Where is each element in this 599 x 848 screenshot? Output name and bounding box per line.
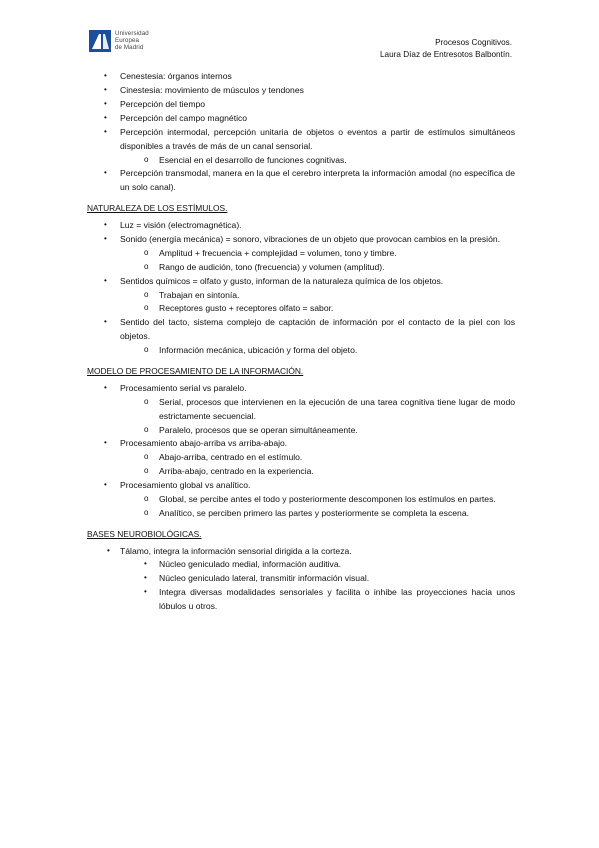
bullet-icon: • bbox=[104, 126, 107, 136]
bullet-icon: • bbox=[104, 480, 107, 490]
bullet-icon: • bbox=[107, 545, 110, 555]
list-item-text: Sonido (energía mecánica) = sonoro, vibraciones de un objeto que provocan cambios en la presión. bbox=[120, 233, 501, 244]
document-body bbox=[87, 70, 515, 614]
bullet-list bbox=[87, 219, 515, 358]
list-item-text: Rango de audición, tono (frecuencia) y volumen (amplitud). bbox=[159, 261, 385, 272]
list-item bbox=[87, 572, 515, 586]
list-item-text: Arriba-abajo, centrado en la experiencia. bbox=[159, 466, 314, 477]
section-heading: MODELO DE PROCESAMIENTO DE LA INFORMACIÓN. bbox=[87, 366, 304, 377]
list-item bbox=[87, 465, 515, 479]
bullet-icon: • bbox=[104, 275, 107, 285]
bullet-icon: • bbox=[104, 168, 107, 178]
list-item bbox=[87, 112, 515, 126]
bullet-list bbox=[87, 382, 515, 521]
list-item-text: Trabajan en sintonía. bbox=[159, 289, 240, 300]
logo-line: de Madrid bbox=[115, 44, 144, 52]
list-item-text: Procesamiento global vs analítico. bbox=[120, 480, 251, 491]
list-item-text: Núcleo geniculado lateral, transmitir información visual. bbox=[159, 573, 370, 584]
bullet-icon: • bbox=[104, 317, 107, 327]
bullet-icon: • bbox=[144, 587, 147, 597]
list-item bbox=[87, 289, 515, 303]
bullet-icon: • bbox=[104, 98, 107, 108]
list-item-text: Percepción del tiempo bbox=[120, 98, 206, 109]
logo-line: Europea bbox=[115, 37, 140, 45]
bullet-icon: • bbox=[104, 233, 107, 243]
bullet-icon: • bbox=[104, 71, 107, 80]
logo-line: Universidad bbox=[115, 30, 149, 37]
sub-bullet-icon: o bbox=[144, 396, 149, 406]
document-title: Procesos Cognitivos. bbox=[435, 38, 512, 47]
list-item bbox=[87, 316, 515, 344]
list-item-text: Amplitud + frecuencia + complejidad = volumen, tono y timbre. bbox=[159, 247, 397, 258]
page-header bbox=[380, 37, 512, 61]
list-item bbox=[87, 275, 515, 289]
list-item bbox=[87, 70, 515, 84]
list-item bbox=[87, 586, 515, 614]
list-item-text: Percepción transmodal, manera en la que el cerebro interpreta la información amodal (no específica de un solo canal). bbox=[120, 168, 515, 193]
list-item-text: Sentidos químicos = olfato y gusto, informan de la naturaleza química de los objetos. bbox=[120, 275, 444, 286]
list-item-text: Receptores gusto + receptores olfato = sabor. bbox=[159, 303, 334, 314]
list-item-text: Tálamo, integra la información sensorial dirigida a la corteza. bbox=[120, 545, 352, 556]
bullet-list bbox=[87, 545, 515, 615]
list-item bbox=[87, 545, 515, 559]
list-item bbox=[87, 219, 515, 233]
bullet-icon: • bbox=[104, 112, 107, 122]
list-item-text: Percepción intermodal, percepción unitaria de objetos o eventos a partir de estímulos simultáneos disponibles a través de más de un canal sensorial. bbox=[120, 126, 515, 151]
list-item bbox=[87, 261, 515, 275]
sub-bullet-icon: o bbox=[144, 261, 149, 271]
logo-text bbox=[115, 30, 149, 52]
list-item-text: Esencial en el desarrollo de funciones cognitivas. bbox=[159, 154, 347, 165]
list-item bbox=[87, 302, 515, 316]
list-item bbox=[87, 233, 515, 247]
list-item-text: Analítico, se perciben primero las partes y posteriormente se completa la escena. bbox=[159, 508, 470, 519]
list-item bbox=[87, 344, 515, 358]
list-item bbox=[87, 154, 515, 168]
list-item bbox=[87, 479, 515, 493]
bullet-icon: • bbox=[104, 219, 107, 229]
list-item bbox=[87, 247, 515, 261]
list-item-text: Paralelo, procesos que se operan simultáneamente. bbox=[159, 424, 358, 435]
bullet-icon: • bbox=[144, 559, 147, 569]
list-item bbox=[87, 507, 515, 521]
list-item bbox=[87, 451, 515, 465]
sub-bullet-icon: o bbox=[144, 466, 149, 476]
bullet-icon: • bbox=[144, 573, 147, 583]
bullet-list bbox=[87, 70, 515, 195]
list-item-text: Núcleo geniculado medial, información auditiva. bbox=[159, 559, 342, 570]
list-item bbox=[87, 424, 515, 438]
bullet-icon: • bbox=[104, 438, 107, 448]
document-author: Laura Díaz de Entresotos Balbontín. bbox=[380, 50, 512, 59]
bullet-icon: • bbox=[104, 84, 107, 94]
list-item-text: Global, se percibe antes el todo y posteriormente descomponen los estímulos en partes. bbox=[159, 494, 496, 505]
list-item bbox=[87, 126, 515, 154]
list-item-text: Sentido del tacto, sistema complejo de captación de información por el contacto de la piel con los objetos. bbox=[120, 317, 515, 342]
universidad-europea-logo-icon bbox=[89, 30, 111, 52]
sub-bullet-icon: o bbox=[144, 494, 149, 504]
list-item-text: Cinestesia: movimiento de músculos y tendones bbox=[120, 84, 304, 95]
list-item-text: Procesamiento serial vs paralelo. bbox=[120, 382, 247, 393]
list-item-text: Abajo-arriba, centrado en el estímulo. bbox=[159, 452, 303, 463]
list-item bbox=[87, 437, 515, 451]
sub-bullet-icon: o bbox=[144, 154, 149, 164]
sub-bullet-icon: o bbox=[144, 345, 149, 355]
list-item bbox=[87, 167, 515, 195]
sub-bullet-icon: o bbox=[144, 452, 149, 462]
list-item-text: Procesamiento abajo-arriba vs arriba-abajo. bbox=[120, 438, 288, 449]
sub-bullet-icon: o bbox=[144, 424, 149, 434]
list-item bbox=[87, 98, 515, 112]
list-item-text: Información mecánica, ubicación y forma del objeto. bbox=[159, 345, 358, 356]
sub-bullet-icon: o bbox=[144, 508, 149, 518]
list-item-text: Percepción del campo magnético bbox=[120, 112, 248, 123]
list-item bbox=[87, 382, 515, 396]
sub-bullet-icon: o bbox=[144, 289, 149, 299]
sub-bullet-icon: o bbox=[144, 247, 149, 257]
section-heading: BASES NEUROBIOLÓGICAS. bbox=[87, 528, 202, 539]
list-item bbox=[87, 396, 515, 424]
list-item-text: Luz = visión (electromagnética). bbox=[120, 219, 242, 230]
sub-bullet-icon: o bbox=[144, 303, 149, 313]
list-item bbox=[87, 558, 515, 572]
list-item-text: Integra diversas modalidades sensoriales y facilita o inhibe las proyecciones hacia unos lóbulos u otros. bbox=[159, 587, 515, 612]
list-item-text: Serial, procesos que intervienen en la ejecución de una tarea cognitiva tiene lugar de modo estrictamente secuencial. bbox=[159, 396, 515, 421]
list-item bbox=[87, 84, 515, 98]
university-logo bbox=[89, 30, 149, 52]
list-item bbox=[87, 493, 515, 507]
list-item-text: Cenestesia: órganos internos bbox=[120, 71, 232, 81]
section-heading: NATURALEZA DE LOS ESTÍMULOS. bbox=[87, 203, 228, 214]
bullet-icon: • bbox=[104, 382, 107, 392]
